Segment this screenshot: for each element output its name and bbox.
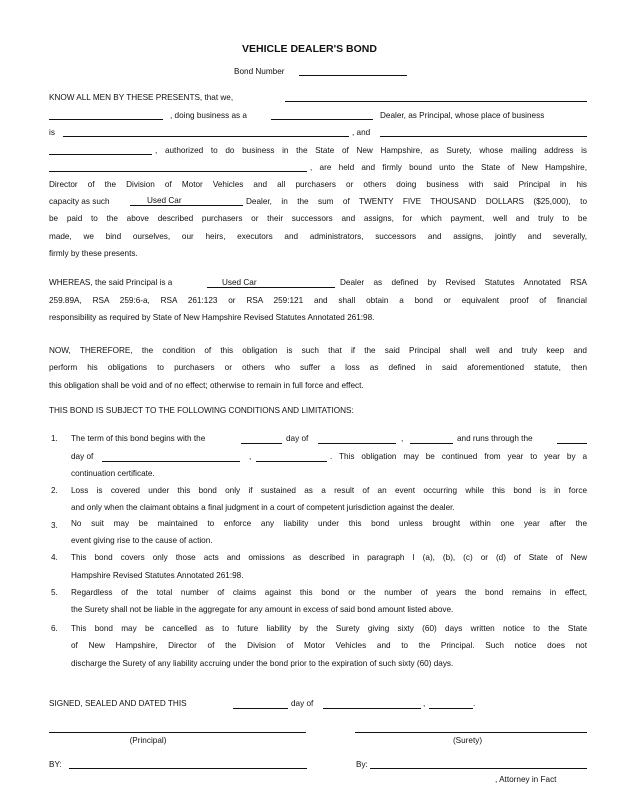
whereas-line-1b: Dealer as defined by Revised Statutes Annotated RSA	[340, 278, 587, 287]
whereas-line-2: 259.89A, RSA 259:6-a, RSA 261:123 or RSA 259:121 and shall obtain a bond or equivalent proof of financial	[49, 296, 587, 305]
conditions-heading: THIS BOND IS SUBJECT TO THE FOLLOWING CONDITIONS AND LIMITATIONS:	[49, 406, 354, 415]
condition-1-text-b: day of	[286, 434, 309, 443]
condition-3-line-2: event giving rise to the cause of action.	[71, 536, 213, 545]
condition-4-number: 4.	[51, 553, 58, 562]
surety-address-field[interactable]	[49, 171, 307, 172]
condition-5-number: 5.	[51, 588, 58, 597]
condition-1-text-h: continuation certificate.	[71, 469, 155, 478]
condition-5-line-1: Regardless of the total number of claims against this bond or the number of years the bond remains in effect,	[71, 588, 587, 597]
condition-4-line-2: Hampshire Revised Statutes Annotated 261:98.	[71, 571, 244, 580]
intro-line-1: KNOW ALL MEN BY THESE PRESENTS, that we,	[49, 93, 234, 102]
intro-line-10: firmly by these presents.	[49, 249, 138, 258]
intro-line-2b: Dealer, as Principal, whose place of business	[380, 111, 545, 120]
intro-line-6: Director of the Division of Motor Vehicles and all purchasers or others doing business with said Principal in his	[49, 180, 587, 189]
condition-3-line-1: No suit may be maintained to enforce any liability under this bond unless brought within one year after the	[71, 519, 587, 528]
by-right-label: By:	[356, 760, 368, 769]
by-right-signature-line[interactable]	[370, 768, 587, 769]
surety-name-continued-field[interactable]	[49, 154, 152, 155]
document-title: VEHICLE DEALER'S BOND	[242, 43, 377, 55]
term-end-year-field[interactable]	[256, 461, 327, 462]
whereas-line-1a: WHEREAS, the said Principal is a	[49, 278, 173, 287]
intro-line-7b: Dealer, in the sum of TWENTY FIVE THOUSAND DOLLARS ($25,000), to	[246, 197, 587, 206]
condition-1-text-c: ,	[401, 434, 404, 443]
principal-signature-line[interactable]	[49, 732, 306, 733]
condition-6-line-1: This bond may be cancelled as to future liability by the Surety giving sixty (60) days written notice to the State	[71, 624, 587, 633]
capacity-value: Used Car	[147, 196, 182, 205]
intro-line-7a: capacity as such	[49, 197, 110, 206]
intro-line-3a: is	[49, 128, 55, 137]
condition-2-line-2: and only when the claimant obtains a final judgment in a court of competent jurisdiction against the dealer.	[71, 503, 455, 512]
signed-day-field[interactable]	[233, 708, 288, 709]
condition-1-number: 1.	[51, 434, 58, 443]
condition-1-text-e: day of	[71, 452, 94, 461]
principal-address-field[interactable]	[63, 136, 349, 137]
signed-month-field[interactable]	[323, 708, 421, 709]
signed-text-a: SIGNED, SEALED AND DATED THIS	[49, 699, 187, 708]
surety-signature-line[interactable]	[355, 732, 587, 733]
intro-line-5: , are held and firmly bound unto the State of New Hampshire,	[310, 163, 587, 172]
by-left-signature-line[interactable]	[69, 768, 307, 769]
bond-number-field[interactable]	[299, 75, 407, 76]
surety-name-field[interactable]	[380, 136, 587, 137]
principal-name-continued-field[interactable]	[49, 119, 163, 120]
signed-text-d: .	[473, 699, 476, 708]
principal-label: (Principal)	[129, 736, 167, 745]
by-left-label: BY:	[49, 760, 62, 769]
condition-1-text-d: and runs through the	[457, 434, 533, 443]
signed-text-c: ,	[423, 699, 426, 708]
condition-2-line-1: Loss is covered under this bond only if sustained as a result of an event occurring while this bond is in force	[71, 486, 587, 495]
condition-4-line-1: This bond covers only those acts and omissions as described in paragraph I (a), (b), (c) or (d) of State of New	[71, 553, 587, 562]
signed-text-b: day of	[291, 699, 314, 708]
condition-6-line-3: discharge the Surety of any liability accruing under the bond prior to the expiration of such sixty (60) days.	[71, 659, 454, 668]
condition-3-number: 3.	[51, 521, 58, 530]
now-line-3: this obligation shall be void and of no effect; otherwise to remain in full force and effect.	[49, 381, 364, 390]
condition-1-text-g: . This obligation may be continued from year to year by a	[330, 452, 587, 461]
intro-line-2a: , doing business as a	[170, 111, 247, 120]
intro-line-3b: , and	[352, 128, 371, 137]
now-line-1: NOW, THEREFORE, the condition of this obligation is such that if the said Principal shall well and truly keep and	[49, 346, 587, 355]
intro-line-9: made, we bind ourselves, our heirs, executors and administrators, successors and assigns, jointly and severally,	[49, 232, 587, 241]
term-end-day-field[interactable]	[557, 443, 587, 444]
whereas-line-3: responsibility as required by State of New Hampshire Revised Statutes Annotated 261:98.	[49, 313, 375, 322]
principal-name-field[interactable]	[285, 101, 587, 102]
term-start-month-field[interactable]	[318, 443, 396, 444]
signed-year-field[interactable]	[429, 708, 473, 709]
dealer-class-field[interactable]	[271, 119, 373, 120]
intro-line-8: be paid to the above described purchasers or their successors and assigns, for which payment, well and truly to be	[49, 214, 587, 223]
condition-1-text-f: ,	[249, 452, 252, 461]
condition-6-number: 6.	[51, 624, 58, 633]
term-end-month-field[interactable]	[102, 461, 240, 462]
now-line-2: perform his obligations to purchasers or others who suffer a loss as defined in said aforementioned statute, then	[49, 363, 587, 372]
term-start-day-field[interactable]	[241, 443, 282, 444]
condition-1-text-a: The term of this bond begins with the	[71, 434, 206, 443]
condition-6-line-2: of New Hampshire, Director of the Division of Motor Vehicles and to the Principal. Such notice does not	[71, 641, 587, 650]
term-start-year-field[interactable]	[410, 443, 453, 444]
condition-5-line-2: the Surety shall not be liable in the aggregate for any amount in excess of said bond amount listed above.	[71, 605, 454, 614]
condition-2-number: 2.	[51, 486, 58, 495]
whereas-dealer-type-value: Used Car	[222, 278, 257, 287]
attorney-in-fact-label: , Attorney in Fact	[495, 775, 557, 784]
intro-line-4: , authorized to do business in the State of New Hampshire, as Surety, whose mailing address is	[155, 146, 587, 155]
bond-number-label: Bond Number	[234, 67, 285, 76]
surety-label: (Surety)	[452, 736, 483, 745]
